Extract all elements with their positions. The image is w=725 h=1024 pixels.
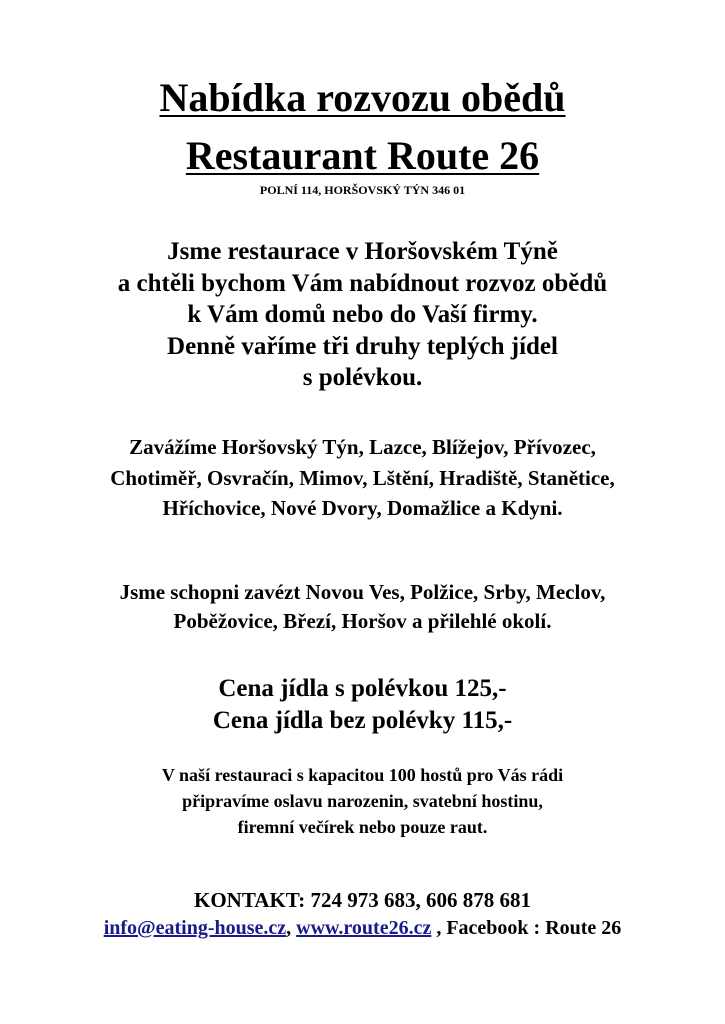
contact-phones: KONTAKT: 724 973 683, 606 878 681 (194, 888, 531, 912)
delivery-areas-line: Chotiměř, Osvračín, Mimov, Lštění, Hradiště, Stanětice, (110, 465, 615, 490)
contact-separator: , (286, 917, 292, 939)
extended-areas-line: Poběžovice, Březí, Horšov a přilehlé okolí. (173, 609, 552, 633)
delivery-areas-line: Zavážíme Horšovský Týn, Lazce, Blížejov, Přívozec, (129, 435, 596, 459)
title-line-1: Nabídka rozvozu obědů (159, 75, 566, 120)
delivery-areas-line: Hříchovice, Nové Dvory, Domažlice a Kdyni. (162, 496, 563, 520)
intro-line: k Vám domů nebo do Vaší firmy. (187, 301, 538, 329)
prices-block (0, 673, 725, 737)
website-link[interactable]: www.route26.cz (296, 917, 432, 939)
delivery-areas-paragraph (0, 432, 725, 524)
events-line: V naší restauraci s kapacitou 100 hostů pro Vás rádi (161, 765, 564, 785)
price-with-soup: Cena jídla s polévkou 125,- (218, 675, 507, 702)
events-line: firemní večírek nebo pouze raut. (237, 817, 488, 837)
contact-links-line (0, 914, 725, 942)
intro-line: a chtěli bychom Vám nabídnout rozvoz obědů (117, 269, 608, 297)
events-paragraph (0, 762, 725, 840)
price-without-soup: Cena jídla bez polévky 115,- (212, 707, 513, 734)
intro-line: Denně vaříme tři druhy teplých jídel (167, 332, 558, 360)
email-link[interactable]: info@eating-house.cz (103, 917, 287, 939)
intro-line: Jsme restaurace v Horšovském Týně (167, 238, 558, 265)
extended-areas-paragraph (0, 578, 725, 636)
events-line: připravíme oslavu narozenin, svatební hostinu, (182, 791, 543, 811)
extended-areas-line: Jsme schopni zavézt Novou Ves, Polžice, Srby, Meclov, (119, 580, 606, 604)
restaurant-address: POLNÍ 114, HORŠOVSKÝ TÝN 346 01 (259, 183, 466, 197)
facebook-text: , Facebook : Route 26 (431, 917, 622, 939)
contact-block (0, 886, 725, 942)
intro-paragraph (0, 236, 725, 394)
intro-line: s polévkou. (302, 364, 423, 392)
title-line-2: Restaurant Route 26 (185, 133, 540, 178)
